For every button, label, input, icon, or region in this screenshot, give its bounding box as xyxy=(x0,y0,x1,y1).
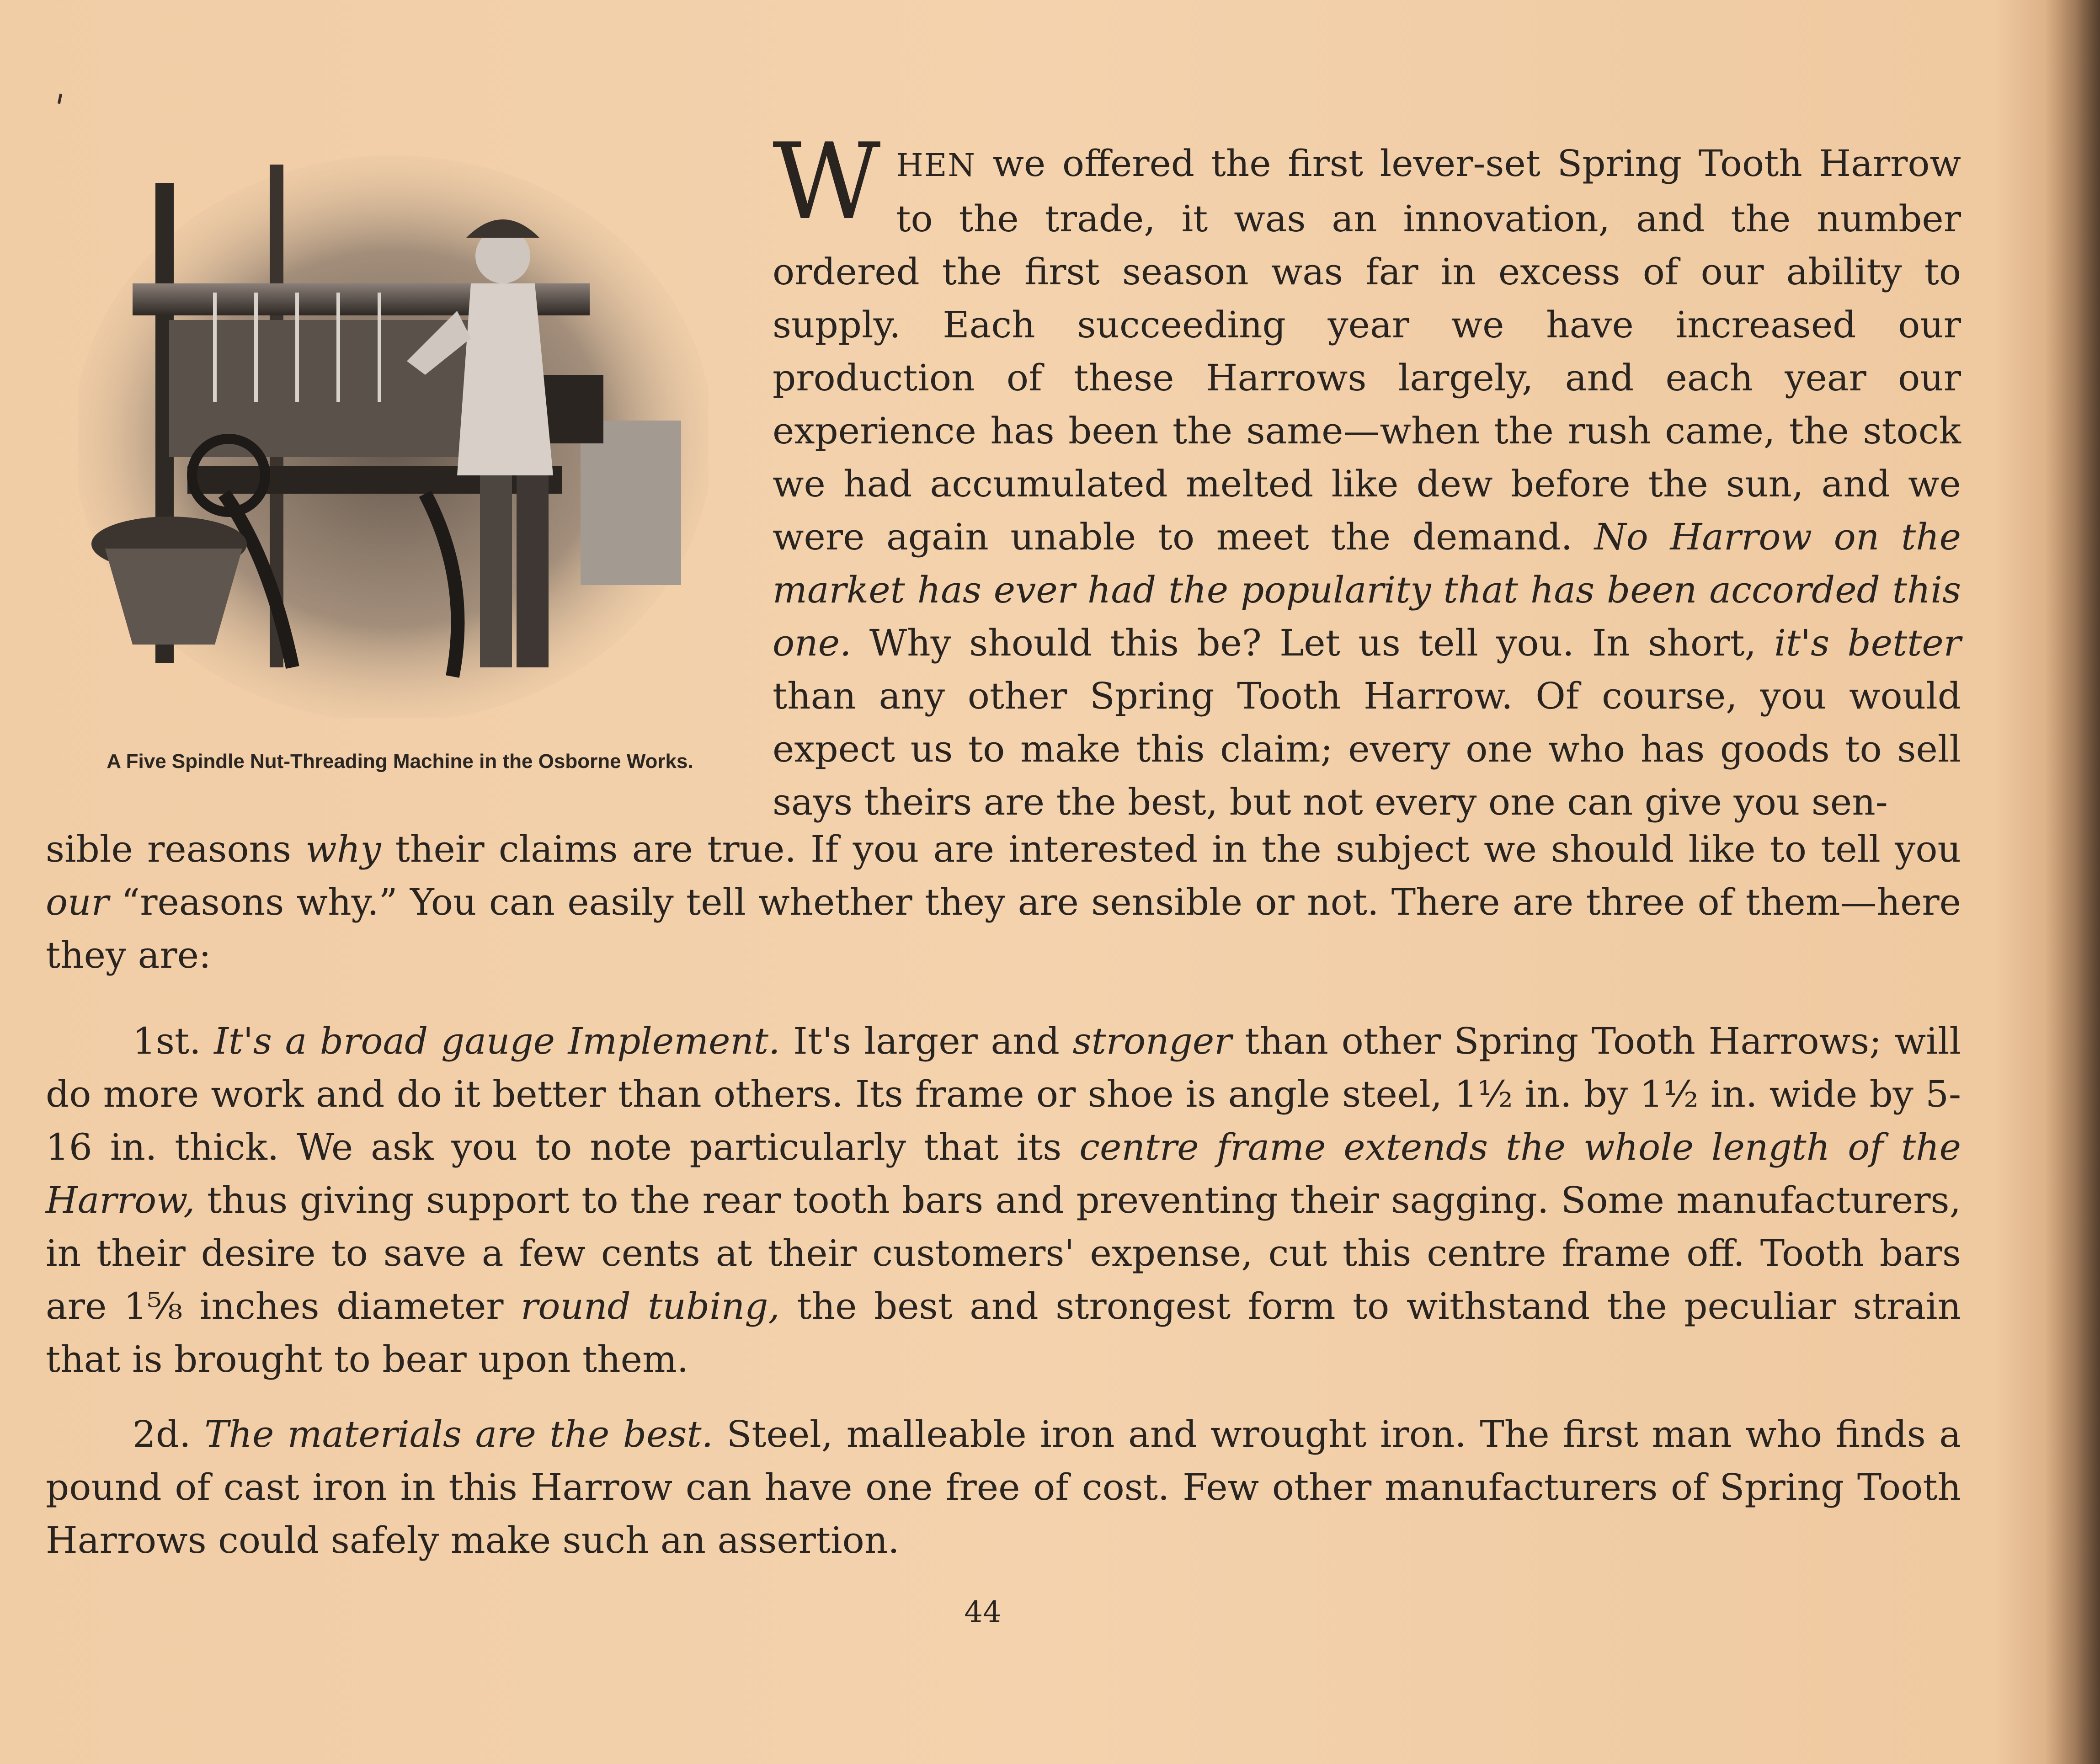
continuation-italic-2: our xyxy=(46,881,109,923)
para2-italic-1: The materials are the best. xyxy=(204,1413,714,1455)
reason-second-label: 2d. xyxy=(133,1413,191,1455)
continuation-italic-1: why xyxy=(305,828,381,870)
page-number: 44 xyxy=(964,1595,1002,1629)
continuation-text-3: “reasons why.” You can easily tell whether they are sensible or not. There are three of them—here they are: xyxy=(46,881,1961,976)
para1-text-3: thus giving support to the rear tooth bars and preventing their sagging. Some manufacturers, in their desire to save a few cents at their customers' expense, cut this centre frame off. Tooth bars are 1⅝ inches diameter xyxy=(46,1179,1961,1327)
intro-smallcaps: HEN xyxy=(896,148,976,184)
intro-italic-1: No Harrow on the market has ever had the popularity that has been accorded this one. xyxy=(773,516,1961,664)
intro-text-3: than any other Spring Tooth Harrow. Of course, you would expect us to make this claim; every one who has goods to sell says theirs are the best, but not every one can give you sen- xyxy=(773,675,1961,823)
para1-italic-4: round tubing, xyxy=(521,1285,780,1327)
para1-text-2: than other Spring Tooth Harrows; will do more work and do it better than others. Its frame or shoe is angle steel, 1½ in. by 1½ in. wide by 5-16 in. thick. We ask you to note particularly that its xyxy=(46,1020,1961,1168)
intro-text: we offered the first lever-set Spring Tooth Harrow to the trade, it was an innovation, and the number ordered the first season was far in excess of our ability to supply. Each succeeding year we have increased our production of these Harrows largely, and each year our experience has been the same—when the rush came, the stock we had accumulated melted like dew before the sun, and we were again unable to meet the demand. xyxy=(773,142,1961,558)
para1-text-1: It's larger and xyxy=(780,1020,1073,1062)
continuation-text-2: their claims are true. If you are interested in the subject we should like to tell you xyxy=(381,828,1961,870)
para1-italic-2: stronger xyxy=(1072,1020,1232,1062)
drop-cap: W xyxy=(773,121,881,243)
nut-threading-machine-engraving xyxy=(78,146,709,718)
figure-caption: A Five Spindle Nut-Threading Machine in the Osborne Works. xyxy=(107,750,693,773)
stray-mark xyxy=(58,94,62,104)
reason-first-paragraph xyxy=(46,1015,1961,1386)
machine-illustration xyxy=(78,146,709,718)
intro-italic-2: it's better xyxy=(1774,622,1961,664)
para1-italic-3: centre frame extends the whole length of the Harrow, xyxy=(46,1126,1961,1221)
intro-text-2: Why should this be? Let us tell you. In short, xyxy=(851,622,1775,664)
reason-second-paragraph xyxy=(46,1408,1961,1567)
para1-italic-1: It's a broad gauge Implement. xyxy=(214,1020,780,1062)
para2-text-1: Steel, malleable iron and wrought iron. The first man who finds a pound of cast iron in this Harrow can have one free of cost. Few other manufacturers of Spring Tooth Harrows could safely make such an assertion. xyxy=(46,1413,1961,1561)
intro-paragraph xyxy=(773,121,1961,829)
continuation-text-1: sible reasons xyxy=(46,828,306,870)
continuation-paragraph xyxy=(46,823,1961,982)
book-spine-shadow xyxy=(2045,0,2100,1764)
para1-text-4: the best and strongest form to withstand the peculiar strain that is brought to bear upon them. xyxy=(46,1285,1961,1380)
reason-first-label: 1st. xyxy=(133,1020,201,1062)
